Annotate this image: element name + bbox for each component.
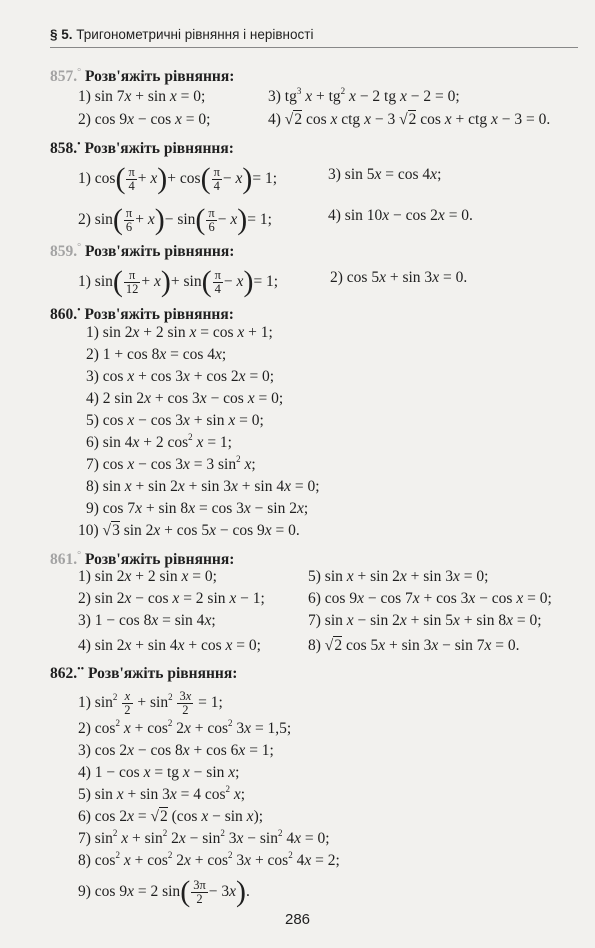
equation-861-6: 6) cos 9x − cos 7x + cos 3x − cos x = 0; — [308, 590, 552, 607]
equation-857-2: 2) cos 9x − cos x = 0; — [78, 111, 211, 128]
task-label: Розв'яжіть рівняння: — [85, 68, 235, 85]
equation-860-8: 8) sin x + sin 2x + sin 3x + sin 4x = 0; — [86, 478, 320, 495]
difficulty-marker: • — [77, 139, 81, 150]
difficulty-marker: •• — [77, 664, 85, 675]
equation-860-7: 7) cos x − cos 3x = 3 $\sin^2 x$; — [86, 454, 256, 473]
task-label: Розв'яжіть рівняння: — [85, 243, 235, 260]
task-label: Розв'яжіть рівняння: — [88, 665, 238, 682]
difficulty-marker: ° — [77, 242, 82, 253]
equation-861-1: 1) sin 2x + 2 sin x = 0; — [78, 568, 217, 585]
equation-860-6: 6) sin 4x + 2 $\cos^2 x = 1$; — [86, 432, 232, 451]
difficulty-marker: ° — [77, 550, 82, 561]
equation-858-3: 3) sin 5x = cos 4x; — [328, 166, 442, 183]
problem-number: 859. — [50, 243, 78, 260]
problem-number: 862. — [50, 665, 78, 682]
problem-859-heading — [50, 239, 234, 261]
equation-859-2: 2) cos 5x + sin 3x = 0. — [330, 269, 468, 286]
equation-862-4: 4) 1 − cos x = tg x − sin x; — [78, 764, 240, 781]
equation-862-5: 5) sin x + sin 3x = 4 $\cos^2 x$; — [78, 784, 246, 803]
equation-858-4: 4) sin 10x − cos 2x = 0. — [328, 207, 473, 224]
task-label: Розв'яжіть рівняння: — [84, 306, 234, 323]
problem-number: 861. — [50, 551, 78, 568]
equation-862-1: 1) $\sin^2$ $\frac{x}{2}$ + $\sin^2$ $\frac{3x}{2}$ = 1; — [78, 689, 223, 717]
equation-860-2: 2) 1 + cos 8x = cos 4x; — [86, 346, 227, 363]
equation-862-2: 2) $\cos^2 x + \cos^2 2x + \cos^2 3x = 1,5$; — [78, 718, 292, 737]
equation-861-7: 7) sin x − sin 2x + sin 5x + sin 8x = 0; — [308, 612, 542, 629]
equation-860-5: 5) cos x − cos 3x + sin x = 0; — [86, 412, 264, 429]
equation-862-6: 6) cos 2x = √2 (cos x − sin x); — [78, 808, 264, 825]
running-header — [50, 27, 578, 42]
problem-857-heading — [50, 64, 234, 86]
difficulty-marker: ° — [77, 67, 82, 78]
section-title: Тригонометричні рівняння і нерівності — [76, 27, 314, 42]
equation-860-3: 3) cos x + cos 3x + cos 2x = 0; — [86, 368, 275, 385]
equation-861-5: 5) sin x + sin 2x + sin 3x = 0; — [308, 568, 489, 585]
problem-number: 857. — [50, 68, 78, 85]
equation-862-3: 3) cos 2x − cos 8x + cos 6x = 1; — [78, 742, 274, 759]
equation-857-1: 1) sin 7x + sin x = 0; — [78, 88, 206, 105]
equation-862-8: 8) $\cos^2 x + \cos^2 2x + \cos^2 3x + \cos^2 4x = 2$; — [78, 850, 340, 869]
equation-860-1: 1) sin 2x + 2 sin x = cos x + 1; — [86, 324, 273, 341]
difficulty-marker: • — [77, 305, 81, 316]
equation-862-9: 9) cos 9x = 2 sin( $\frac{3\pi}{2}$ − 3x). — [78, 875, 250, 909]
problem-860-heading — [50, 302, 234, 324]
problem-862-heading — [50, 661, 237, 683]
problem-858-heading — [50, 136, 234, 158]
equation-860-9: 9) cos 7x + sin 8x = cos 3x − sin 2x; — [86, 500, 309, 517]
problem-861-heading — [50, 547, 234, 569]
equation-861-2: 2) sin 2x − cos x = 2 sin x − 1; — [78, 590, 265, 607]
equation-859-1: 1) sin( $\frac{\pi}{12}$ + x)+ sin( $\frac{\pi}{4}$ − x)= 1; — [78, 265, 279, 299]
equation-861-4: 4) sin 2x + sin 4x + cos x = 0; — [78, 637, 261, 654]
task-label: Розв'яжіть рівняння: — [85, 551, 235, 568]
equation-858-1: 1) cos( $\frac{\pi}{4}$ + x)+ cos( $\frac{\pi}{4}$ − x)= 1; — [78, 162, 278, 196]
header-rule — [50, 47, 578, 48]
equation-862-7: 7) $\sin^2 x + \sin^2 2x - \sin^2 3x - \sin^2 4x = 0$; — [78, 828, 330, 847]
problem-number: 858. — [50, 140, 78, 157]
equation-857-4: 4) √2 cos x ctg x − 3 √2 cos x + ctg x − 3 = 0. — [268, 111, 551, 128]
equation-861-8: 8) √2 cos 5x + sin 3x − sin 7x = 0. — [308, 637, 520, 654]
equation-857-3: 3) $tg^3$ $x + tg^2$ x − 2 tg x − 2 = 0; — [268, 86, 460, 105]
equation-858-2: 2) sin( $\frac{\pi}{6}$ + x)− sin( $\frac{\pi}{6}$ − x)= 1; — [78, 203, 272, 237]
task-label: Розв'яжіть рівняння: — [84, 140, 234, 157]
section-number: § 5. — [50, 27, 73, 42]
equation-861-3: 3) 1 − cos 8x = sin 4x; — [78, 612, 216, 629]
problem-number: 860. — [50, 306, 78, 323]
equation-860-10: 10) √3 sin 2x + cos 5x − cos 9x = 0. — [78, 522, 300, 539]
equation-860-4: 4) 2 sin 2x + cos 3x − cos x = 0; — [86, 390, 284, 407]
page-number: 286 — [284, 911, 311, 928]
